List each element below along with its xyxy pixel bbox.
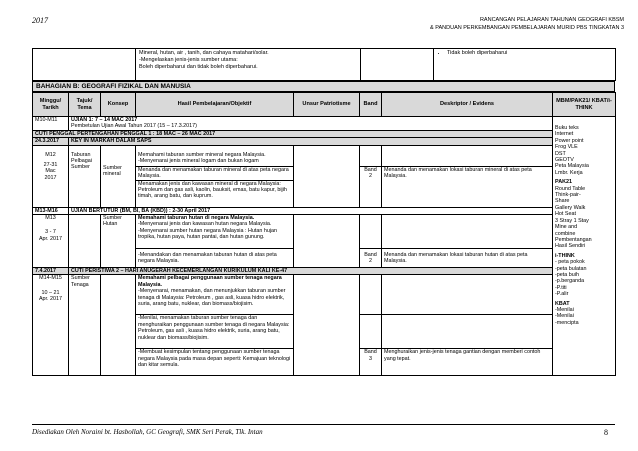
ujian1-cell: UJIAN 1: 7 – 14 MAC 2017 Pembetulan Ujian Awal Tahun 2017 (15 – 17.3.2017): [69, 117, 553, 131]
saps-date: 24.3.2017: [33, 138, 69, 145]
cuti-penggal-row: CUTI PENGGAL PERTENGAHAN PENGGAL 1 : 18 MAC – 26 MAC 2017: [33, 130, 553, 137]
week-m10: M10-M11: [33, 117, 69, 131]
week-m13: M13 3 - 7 Apr. 2017: [33, 215, 69, 268]
col-konsep: Konsep: [101, 93, 136, 117]
document-header: [430, 16, 624, 32]
tema-taburan: Taburan Pelbagai Sumber: [69, 145, 101, 207]
deskriptor-tenaga: Menghuraikan jenis-jenis tenaga gantian dengan memberi contoh yang tepat.: [382, 349, 553, 376]
footer-divider: [32, 424, 615, 425]
cuti-peristiwa-row: CUTI PERISTIWA 2 – HARI ANUGERAH KECEMERLANGAN KURIKULUM KALI KE-47: [69, 268, 553, 275]
band-2-mineral: Band 2: [360, 166, 382, 207]
footer-text: Disediakan Oleh Noraini bt. Hasbollah, GC Geografi, SMK Seri Perak, Tlk. Intan: [32, 428, 263, 436]
konsep-hutan: Sumber Hutan: [101, 215, 136, 268]
band-3-tenaga: Band 3: [360, 349, 382, 376]
header-title-line2: & PANDUAN PERKEMBANGAN PEMBELAJARAN MURID PBS TINGKATAN 3: [430, 25, 624, 31]
band-2-hutan: Band 2: [360, 249, 382, 268]
col-band: Band: [360, 93, 382, 117]
hasil-hutan-1: Memahami taburan hutan di negara Malaysia. -Menyenarai jenis dan kawasan hutan negara Malaysia. -Menyenarai sumber hutan negara Malaysia : Hutan hujan tropika, hutan paya, hutan pantai, dan hutan gunung.: [136, 215, 294, 249]
ujian-bertutur-row: UJIAN BERTUTUR (BM, BI, BA (KBD)) : 2-30 April 2017: [69, 207, 553, 214]
col-unsur: Unsur Patriotisme: [294, 93, 360, 117]
hasil-mineral-2: Menanda dan menamakan taburan mineral di atas peta negara Malaysia.: [136, 166, 294, 180]
col-mbm: MBM/PAK21/ KBAT/i-THINK: [553, 93, 616, 117]
hasil-mineral-1: Memahami taburan sumber mineral negara Malaysia. -Menyenarai jenis mineral logam dan bukan logam: [136, 145, 294, 166]
top-evidence-cell: • Tidak boleh diperbaharui: [434, 49, 616, 81]
mbm-sidebar: Buku teks Internet Power point Frog VLE DST GEOTV Peta Malaysia Lmbr. Kerja PAK21 Round Table Think-pair- Share Gallery Walk Hot Seat 3 Stray 1 Stay Mine and combine Pembentangan Hasil Sendiri i-THINK - peta pokok -peta bulatan -peta buih -p.berganda -P.titi -P.alir KBAT -Menilai -Menilai -mencipta: [553, 117, 616, 376]
cuti-peristiwa-date: 7.4.2017: [33, 268, 69, 275]
konsep-mineral: Sumber mineral: [101, 145, 136, 207]
hasil-tenaga-1: Memahami pelbagai penggunaan sumber tenaga negara Malaysia. -Menyenarai, menamakan, dan menunjukkan taburan sumber tenaga di Malaysia: Petroleum , gas asli, kuasa hidro elektrik, suria, arang batu, nuklear, dan biomass/biojisim.: [136, 275, 294, 315]
tema-tenaga: Sumber Tenaga: [69, 275, 101, 376]
hasil-tenaga-3: -Membuat kesimpulan tentang penggunaan sumber tenaga negara Malaysia pada masa depan seperti: Kemajuan teknologi dan kitar semula.: [136, 349, 294, 376]
col-tajuk: Tajuk/ Tema: [69, 93, 101, 117]
saps-row: KEY IN MARKAH DALAM SAPS: [69, 138, 553, 145]
deskriptor-hutan: Menanda dan menamakan lokasi taburan hutan di atas peta Malaysia.: [382, 249, 553, 268]
section-title: BAHAGIAN B: GEOGRAFI FIZIKAL DAN MANUSIA: [32, 81, 615, 92]
document-year: 2017: [32, 16, 48, 25]
top-continuation-table: [32, 48, 616, 81]
week-m13-m16: M13-M16: [33, 207, 69, 214]
hasil-tenaga-2: -Menilai, menamakan taburan sumber tenaga dan menghuraikan penggunaan sumber tenaga di negara Malaysia: Petroleum, gas asli , kuasa hidro elektrik, suria, arang batu, nuklear dan biomass/biojisim.: [136, 315, 294, 349]
deskriptor-mineral: Menanda dan menamakan lokasi taburan mineral di atas peta Malaysia.: [382, 166, 553, 207]
week-m14-m15: M14-M15 10 – 21 Apr. 2017: [33, 275, 69, 376]
hasil-hutan-2: -Menandakan dan menamakan taburan hutan di atas peta negara Malaysia.: [136, 249, 294, 268]
col-deskriptor: Deskriptor / Evidens: [382, 93, 553, 117]
top-objective-cell: Mineral, hutan, air , tanih, dan cahaya matahari/solar. -Mengelaskan jenis-jenis sumber utama: Boleh diperbaharui dan tidak boleh diperbaharui.: [136, 49, 361, 81]
col-minggu: Minggu/ Tarikh: [33, 93, 69, 117]
col-hasil: Hasil Pembelajaran/Objektif: [136, 93, 294, 117]
header-title-line1: RANCANGAN PELAJARAN TAHUNAN GEOGRAFI KBSM: [479, 17, 624, 23]
page-number: 8: [604, 428, 608, 437]
lesson-plan-table: [32, 92, 616, 376]
week-m12: M12 27-31 Mac 2017: [33, 145, 69, 207]
hasil-mineral-3: Menamakan jenis dan kawasan mineral di negara Malaysia: Petroleum dan gas asli, kaolin, bauksit, emas, batu kapur, bijih timah, arang batu, dan kuprum.: [136, 180, 294, 207]
